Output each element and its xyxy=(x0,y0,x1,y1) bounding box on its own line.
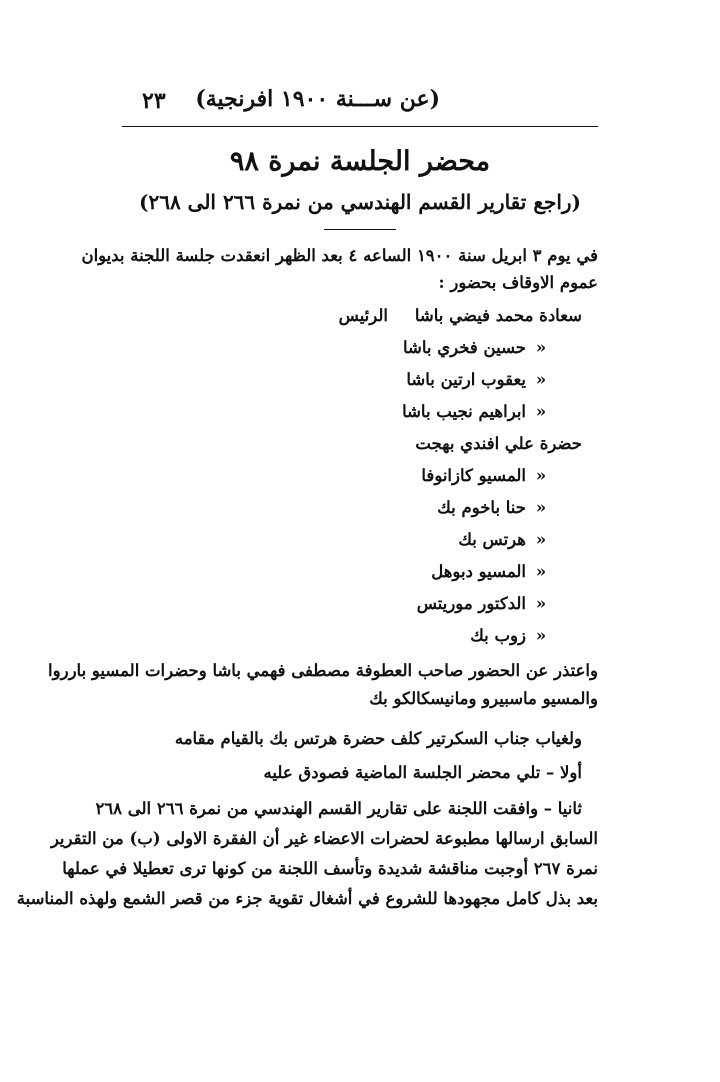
apology-line-1: واعتذر عن الحضور صاحب العطوفة مصطفى فهمي باشا وحضرات المسيو بارروا xyxy=(48,661,598,680)
member-row xyxy=(470,626,556,645)
member-row xyxy=(406,370,556,389)
member-row xyxy=(403,338,556,357)
member-name: المسيو كازانوفا xyxy=(421,466,526,485)
ditto-mark: « xyxy=(535,466,547,485)
item-second-line-4: بعد بذل كامل مجهودها للشروع في أشغال تقوية جزء من قصر الشمع ولهذه المناسبة xyxy=(16,889,598,908)
chairman-role: الرئيس xyxy=(338,306,388,325)
member-row xyxy=(431,562,556,581)
ditto-mark: « xyxy=(535,530,547,549)
ditto-mark: « xyxy=(535,338,547,357)
member-row xyxy=(421,466,556,485)
member-row xyxy=(437,498,556,517)
intro-line-1: في يوم ٣ ابريل سنة ١٩٠٠ الساعه ٤ بعد الظهر انعقدت جلسة اللجنة بديوان xyxy=(81,246,598,265)
member-row xyxy=(402,402,556,421)
ditto-mark: « xyxy=(535,594,547,613)
member-name: المسيو دبوهل xyxy=(431,562,526,581)
intro-line-2: عموم الاوقاف بحضور : xyxy=(438,273,598,292)
title-rule xyxy=(324,229,396,230)
member-name: حسين فخري باشا xyxy=(403,338,526,357)
secretary-note: ولغياب جناب السكرتير كلف حضرة هرتس بك بالقيام مقامه xyxy=(174,729,582,748)
member-name: ابراهيم نجيب باشا xyxy=(402,402,526,421)
item-first: أولا – تلي محضر الجلسة الماضية فصودق عليه xyxy=(263,763,582,782)
member-row xyxy=(458,530,556,549)
member-name: يعقوب ارتين باشا xyxy=(406,370,526,389)
member-name: هرتس بك xyxy=(458,530,526,549)
ditto-mark: « xyxy=(535,498,547,517)
member-name: زوب بك xyxy=(470,626,526,645)
document-subtitle: (راجع تقارير القسم الهندسي من نمرة ٢٦٦ الى ٢٦٨) xyxy=(138,190,582,214)
apology-line-2: والمسيو ماسبيرو ومانيسكالكو بك xyxy=(369,689,598,708)
item-second-line-2: السابق ارسالها مطبوعة لحضرات الاعضاء غير أن الفقرة الاولى (ب) من التقرير xyxy=(50,829,598,848)
ditto-mark: « xyxy=(535,402,547,421)
item-second-line-1: ثانيا – وافقت اللجنة على تقارير القسم الهندسي من نمرة ٢٦٦ الى ٢٦٨ xyxy=(95,799,582,818)
page-number: ٢٣ xyxy=(142,88,166,114)
member-name: الدكتور موريتس xyxy=(416,594,526,613)
ditto-mark: « xyxy=(535,626,547,645)
item-second-line-3: نمرة ٢٦٧ أوجبت مناقشة شديدة وتأسف اللجنة من كونها ترى تعطيلا في عملها xyxy=(62,859,598,878)
chairman-name: سعادة محمد فيضي باشا xyxy=(414,306,582,325)
page-header xyxy=(120,86,600,122)
member-name: حنا باخوم بك xyxy=(437,498,526,517)
header-rule xyxy=(122,126,598,127)
second-group-head: حضرة علي افندي بهجت xyxy=(415,434,582,453)
document-title: محضر الجلسة نمرة ٩٨ xyxy=(229,146,491,177)
ditto-mark: « xyxy=(535,562,547,581)
ditto-mark: « xyxy=(535,370,547,389)
member-row xyxy=(417,594,556,613)
running-head: (عن ســـنة ١٩٠٠ افرنجية) xyxy=(195,86,440,112)
